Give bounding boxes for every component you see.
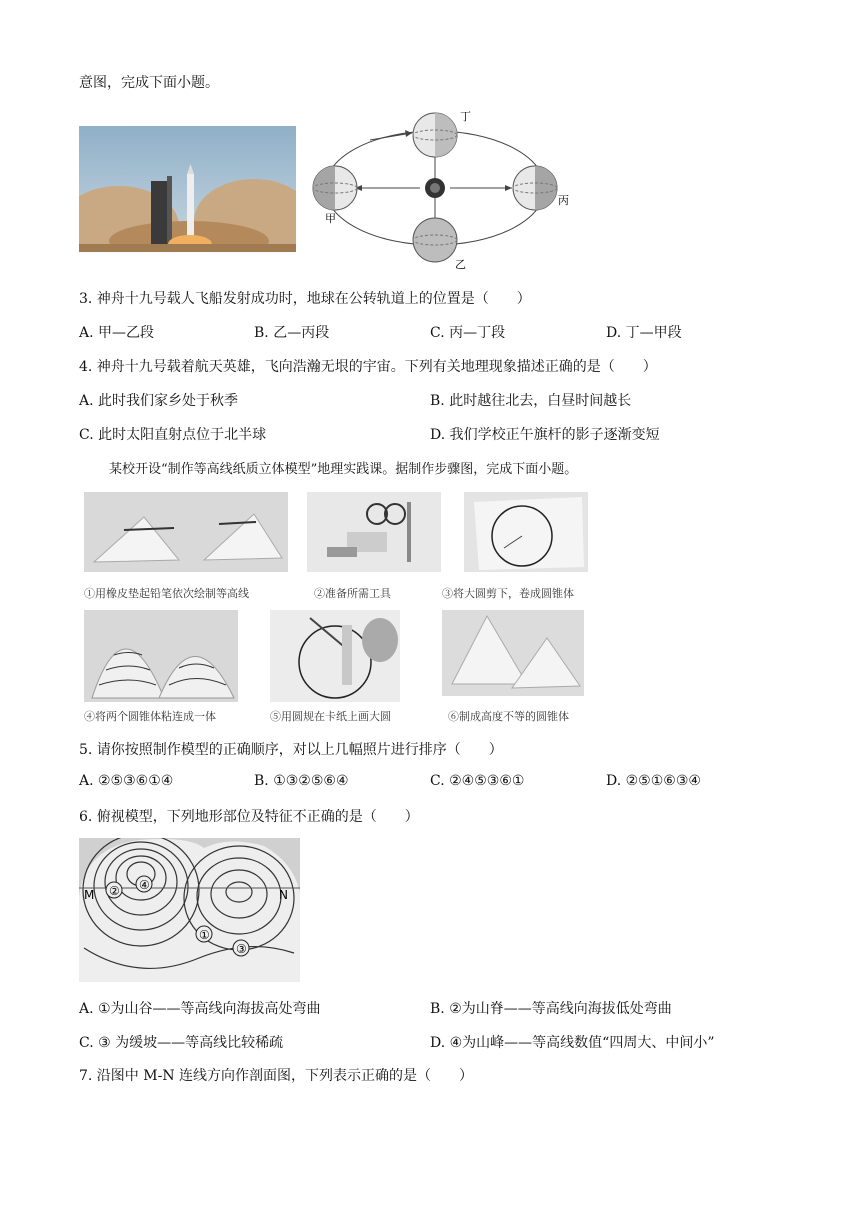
q3-option-a[interactable]: A. 甲—乙段: [79, 325, 155, 341]
q6-option-a[interactable]: A. ①为山谷——等高线向海拔高处弯曲: [79, 1001, 321, 1017]
earth-orbit-diagram: [300, 100, 580, 272]
earth-jia: [313, 166, 357, 210]
q4-option-c[interactable]: C. 此时太阳直射点位于北半球: [79, 427, 267, 443]
step3-photo: [464, 492, 588, 572]
label-bing: 丙: [558, 194, 569, 207]
step5-caption: ⑤用圆规在卡纸上画大圆: [270, 710, 391, 723]
model-label-3: ③: [236, 942, 247, 956]
q5-option-d[interactable]: D. ②⑤①⑥③④: [606, 773, 701, 789]
q4-stem: 4. 神舟十九号载着航天英雄，飞向浩瀚无垠的宇宙。下列有关地理现象描述正确的是（ ）: [79, 359, 657, 375]
step2-photo: [307, 492, 441, 572]
rocket-launch-photo: [79, 126, 296, 252]
step6-photo: [442, 610, 584, 696]
q4-option-d[interactable]: D. 我们学校正午旗杆的影子逐渐变短: [430, 427, 660, 443]
step1-caption: ①用橡皮垫起铅笔依次绘制等高线: [84, 587, 249, 600]
label-yi: 乙: [455, 258, 466, 271]
contour-model-photo: [79, 838, 300, 982]
q5-option-c[interactable]: C. ②④⑤③⑥①: [430, 773, 525, 789]
step5-photo: [270, 610, 400, 702]
step1-photo: [84, 492, 288, 572]
intro2-text: 某校开设“制作等高线纸质立体模型”地理实践课。据制作步骤图，完成下面小题。: [109, 462, 578, 477]
step4-caption: ④将两个圆锥体粘连成一体: [84, 710, 216, 723]
earth-ding: [413, 113, 457, 157]
earth-yi: [413, 218, 457, 262]
q4-option-b[interactable]: B. 此时越往北去，白昼时间越长: [430, 393, 632, 409]
q5-option-a[interactable]: A. ②⑤③⑥①④: [79, 773, 174, 789]
step6-caption: ⑥制成高度不等的圆锥体: [448, 710, 569, 723]
intro-text: 意图，完成下面小题。: [79, 75, 219, 91]
q3-option-b[interactable]: B. 乙—丙段: [254, 325, 330, 341]
step3-caption: ③将大圆剪下，卷成圆锥体: [442, 587, 574, 600]
step2-caption: ②准备所需工具: [314, 587, 391, 600]
model-label-1: ①: [199, 928, 210, 942]
q6-option-c[interactable]: C. ③ 为缓坡——等高线比较稀疏: [79, 1035, 284, 1051]
q6-option-d[interactable]: D. ④为山峰——等高线数值“四周大、中间小”: [430, 1035, 715, 1051]
q5-stem: 5. 请你按照制作模型的正确顺序，对以上几幅照片进行排序（ ）: [79, 742, 503, 758]
q3-option-d[interactable]: D. 丁—甲段: [606, 325, 682, 341]
label-ding: 丁: [460, 110, 471, 123]
q6-option-b[interactable]: B. ②为山脊——等高线向海拔低处弯曲: [430, 1001, 672, 1017]
q3-stem: 3. 神舟十九号载人飞船发射成功时，地球在公转轨道上的位置是（ ）: [79, 291, 531, 307]
q6-stem: 6. 俯视模型，下列地形部位及特征不正确的是（ ）: [79, 809, 419, 825]
model-label-m: M: [84, 888, 95, 902]
model-label-2: ②: [109, 884, 120, 898]
label-jia: 甲: [325, 212, 336, 225]
model-label-n: N: [279, 888, 288, 902]
step4-photo: [84, 610, 238, 702]
q3-option-c[interactable]: C. 丙—丁段: [430, 325, 506, 341]
q7-stem: 7. 沿图中 M-N 连线方向作剖面图，下列表示正确的是（ ）: [79, 1068, 474, 1084]
earth-bing: [513, 166, 557, 210]
q5-option-b[interactable]: B. ①③②⑤⑥④: [254, 773, 349, 789]
q4-option-a[interactable]: A. 此时我们家乡处于秋季: [79, 393, 239, 409]
model-label-4: ④: [139, 878, 150, 892]
